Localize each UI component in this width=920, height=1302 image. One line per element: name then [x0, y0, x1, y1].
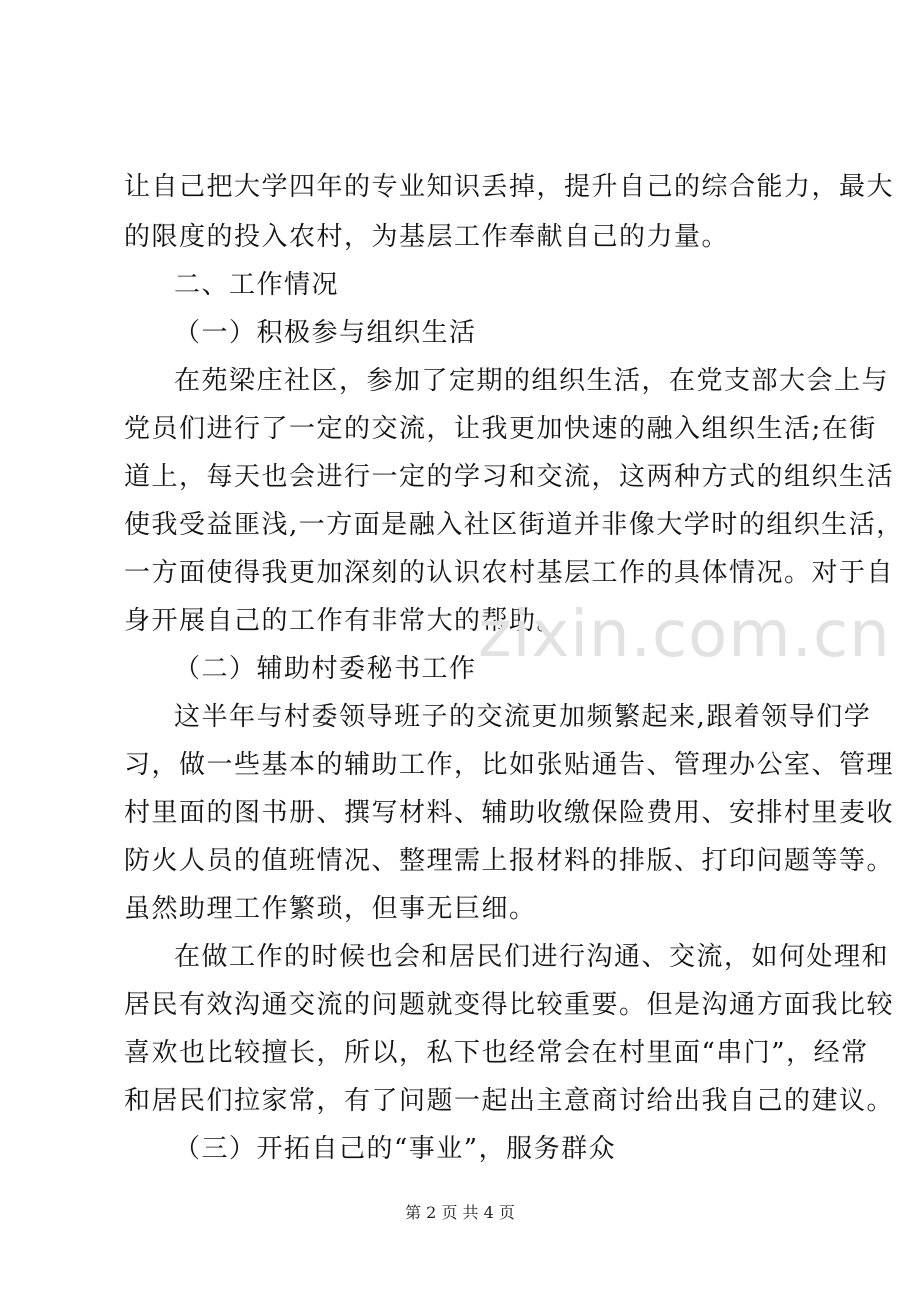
paragraph-line: 在做工作的时候也会和居民们进行沟通、交流，如何处理和: [174, 942, 890, 972]
subsection-heading: （三）开拓自己的“事业”，服务群众: [174, 1134, 617, 1164]
paragraph-line: 的限度的投入农村，为基层工作奉献自己的力量。: [124, 222, 730, 252]
page-footer: 第 2 页 共 4 页: [405, 1203, 515, 1222]
paragraph-line: 这半年与村委领导班子的交流更加频繁起来,跟着领导们学: [174, 702, 872, 732]
paragraph-line: 一方面使得我更加深刻的认识农村基层工作的具体情况。对于自: [124, 558, 895, 588]
subsection-heading: （二）辅助村委秘书工作: [174, 654, 477, 684]
paragraph-line: 身开展自己的工作有非常大的帮助。: [124, 606, 565, 636]
paragraph-line: 虽然助理工作繁琐，但事无巨细。: [124, 894, 537, 924]
paragraph-line: 让自己把大学四年的专业知识丢掉，提升自己的综合能力，最大: [124, 172, 895, 202]
watermark: zixin.com.cn: [478, 598, 891, 672]
paragraph-line: 党员们进行了一定的交流，让我更加快速的融入组织生活;在街: [124, 414, 877, 444]
paragraph-line: 喜欢也比较擅长，所以，私下也经常会在村里面“串门”，经常: [124, 1038, 869, 1068]
section-heading: 二、工作情况: [174, 270, 340, 300]
paragraph-line: 村里面的图书册、撰写材料、辅助收缴保险费用、安排村里麦收: [124, 798, 895, 828]
paragraph-line: 习，做一些基本的辅助工作，比如张贴通告、管理办公室、管理: [124, 750, 895, 780]
paragraph-line: 防火人员的值班情况、整理需上报材料的排版、打印问题等等。: [124, 846, 895, 876]
paragraph-line: 道上，每天也会进行一定的学习和交流，这两种方式的组织生活: [124, 462, 895, 492]
paragraph-line: 在苑梁庄社区，参加了定期的组织生活，在党支部大会上与: [174, 366, 890, 396]
subsection-heading: （一）积极参与组织生活: [174, 318, 477, 348]
paragraph-line: 和居民们拉家常，有了问题一起出主意商讨给出我自己的建议。: [124, 1086, 895, 1116]
paragraph-line: 使我受益匪浅,一方面是融入社区街道并非像大学时的组织生活，: [124, 510, 904, 540]
paragraph-line: 居民有效沟通交流的问题就变得比较重要。但是沟通方面我比较: [124, 990, 895, 1020]
